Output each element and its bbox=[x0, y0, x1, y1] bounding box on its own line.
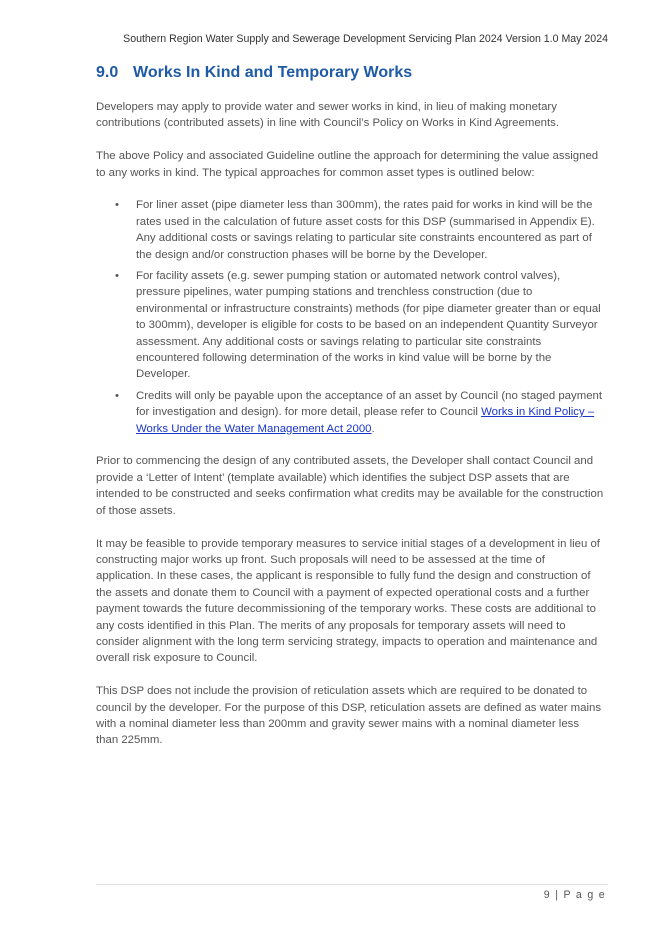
paragraph-reticulation-assets: This DSP does not include the provision of reticulation assets which are required to be donated to council by the developer. For the purpose of this DSP, reticulation assets are defined as water mains with a nominal diameter less than 200mm and gravity sewer mains with a nominal diameter less than 225mm. bbox=[96, 685, 602, 747]
section-title: Works In Kind and Temporary Works bbox=[133, 64, 413, 81]
paragraph-letter-of-intent: Prior to commencing the design of any contributed assets, the Developer shall contact Council and provide a ‘Letter of Intent’ (template available) which identifies the subject DSP assets that are intended to be constructed and seeks confirmation what credits may be available for the construction of those assets. bbox=[96, 455, 604, 517]
bullet-marker: • bbox=[115, 389, 119, 402]
list-item bbox=[115, 388, 604, 437]
list-item bbox=[115, 268, 604, 383]
bullet-marker: • bbox=[115, 270, 119, 283]
list-item bbox=[115, 197, 604, 263]
bullet-marker: • bbox=[115, 199, 119, 212]
body-text bbox=[96, 99, 604, 765]
works-in-kind-policy-link[interactable]: Works in Kind Policy – Works Under the Water Management Act 2000 bbox=[136, 406, 595, 435]
section-number: 9.0 bbox=[96, 64, 119, 81]
paragraph-policy-guideline: The above Policy and associated Guideline outline the approach for determining the value assigned to any works in kind. The typical approaches for common asset types is outlined below: bbox=[96, 150, 599, 179]
footer-divider bbox=[96, 884, 608, 885]
paragraph-temporary-works: It may be feasible to provide temporary measures to service initial stages of a development in lieu of constructing major works up front. Such proposals will need to be assessed at the time of application. In these cases, the applicant is responsible to fully fund the design and construction of the assets and donate them to Council with a payment of expected operational costs and a further payment towards the future decommissioning of the temporary works. These costs are additional to any costs identified in this Plan. The merits of any proposals for temporary assets will need to consider alignment with the long term servicing strategy, impacts to operation and maintenance and overall risk exposure to Council. bbox=[96, 537, 600, 665]
paragraph-works-in-kind-intro: Developers may apply to provide water and sewer works in kind, in lieu of making monetary contributions (contributed assets) in line with Council’s Policy on Works in Kind Agreements. bbox=[96, 101, 560, 130]
list-item-text: For liner asset (pipe diameter less than 300mm), the rates paid for works in kind will be the rates used in the calculation of future asset costs for this DSP (summarised in Appendix E). Any additional costs or savings relating to particular site constraints encountered as part of the design and/or construction phases will be borne by the Developer. bbox=[136, 199, 595, 261]
section-heading bbox=[96, 64, 412, 82]
running-header: Southern Region Water Supply and Sewerage Development Servicing Plan 2024 Version 1.0 May 2024 bbox=[123, 33, 608, 45]
asset-approach-list bbox=[96, 197, 604, 437]
list-item-text: Credits will only be payable upon the acceptance of an asset by Council (no staged payment for investigation and design). for more detail, please refer to Council bbox=[136, 389, 603, 419]
list-item-text-end: . bbox=[371, 422, 375, 435]
list-item-text: For facility assets (e.g. sewer pumping station or automated network control valves), pressure pipelines, water pumping stations and trenchless construction (due to environmental or infrastructure constraints) methods (for pipe diameter greater than or equal to 300mm), developer is eligible for costs to be based on an independent Quantity Surveyor assessment. Any additional costs or savings relating to particular site constraints encountered following determination of the works in kind value will be borne by the Developer. bbox=[136, 270, 601, 381]
page-number: 9 | P a g e bbox=[543, 889, 606, 901]
